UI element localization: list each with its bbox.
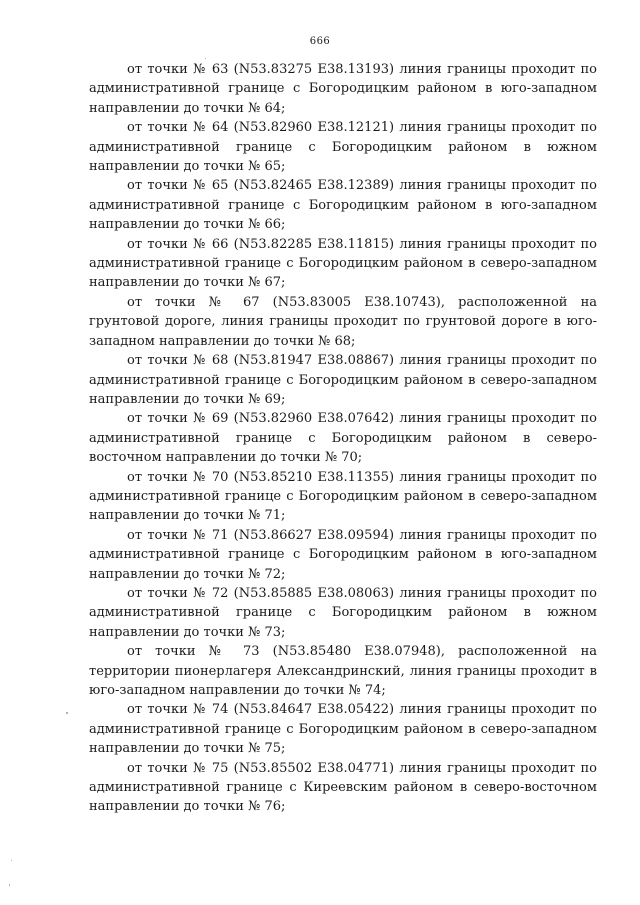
- paragraph-point-71: от точки № 71 (N53.86627 E38.09594) линия границы проходит по административной границе с Богородицким районом в юго-западном направлении до точки № 72;: [89, 527, 597, 582]
- scan-speck: [9, 884, 10, 886]
- paragraph-point-70: от точки № 70 (N53.85210 E38.11355) линия границы проходит по административной границе с Богородицким районом в северо-западном направлении до точки № 71;: [89, 469, 597, 524]
- scan-speck: [66, 712, 68, 714]
- page-number: 666: [309, 36, 331, 47]
- paragraph-point-68: от точки № 68 (N53.81947 E38.08867) линия границы проходит по административной границе с Богородицким районом в северо-западном направлении до точки № 69;: [89, 353, 597, 407]
- body-text: [89, 60, 597, 817]
- scan-speck: [11, 860, 12, 861]
- paragraph-point-75: от точки № 75 (N53.85502 E38.04771) линия границы проходит по административной границе с Киреевским районом в северо-восточном направлении до точки № 76;: [89, 760, 597, 815]
- paragraph-point-64: от точки № 64 (N53.82960 E38.12121) линия границы проходит по административной границе с Богородицким районом в южном направлении до точки № 65;: [89, 120, 597, 175]
- paragraph-point-73: от точки № 73 (N53.85480 E38.07948), расположенной на территории пионерлагеря Александринский, линия границы проходит в юго-западном направлении до точки № 74;: [89, 644, 597, 698]
- scan-speck: [205, 58, 206, 59]
- paragraph-point-74: от точки № 74 (N53.84647 E38.05422) линия границы проходит по административной границе с Богородицким районом в северо-западном направлении до точки № 75;: [89, 702, 597, 757]
- paragraph-point-67: от точки № 67 (N53.83005 E38.10743), расположенной на грунтовой дороге, линия границы проходит по грунтовой дороге в юго-западном направлении до точки № 68;: [89, 294, 597, 349]
- paragraph-point-69: от точки № 69 (N53.82960 E38.07642) линия границы проходит по административной границе с Богородицким районом в северо-восточном направлении до точки № 70;: [89, 411, 597, 466]
- paragraph-point-66: от точки № 66 (N53.82285 E38.11815) линия границы проходит по административной границе с Богородицким районом в северо-западном направлении до точки № 67;: [89, 236, 597, 291]
- paragraph-point-72: от точки № 72 (N53.85885 E38.08063) линия границы проходит по административной границе с Богородицким районом в южном направлении до точки № 73;: [89, 585, 597, 640]
- paragraph-point-65: от точки № 65 (N53.82465 E38.12389) линия границы проходит по административной границе с Богородицким районом в юго-западном направлении до точки № 66;: [89, 178, 597, 233]
- paragraph-point-63: от точки № 63 (N53.83275 E38.13193) линия границы проходит по административной границе с Богородицким районом в юго-западном направлении до точки № 64;: [89, 62, 597, 116]
